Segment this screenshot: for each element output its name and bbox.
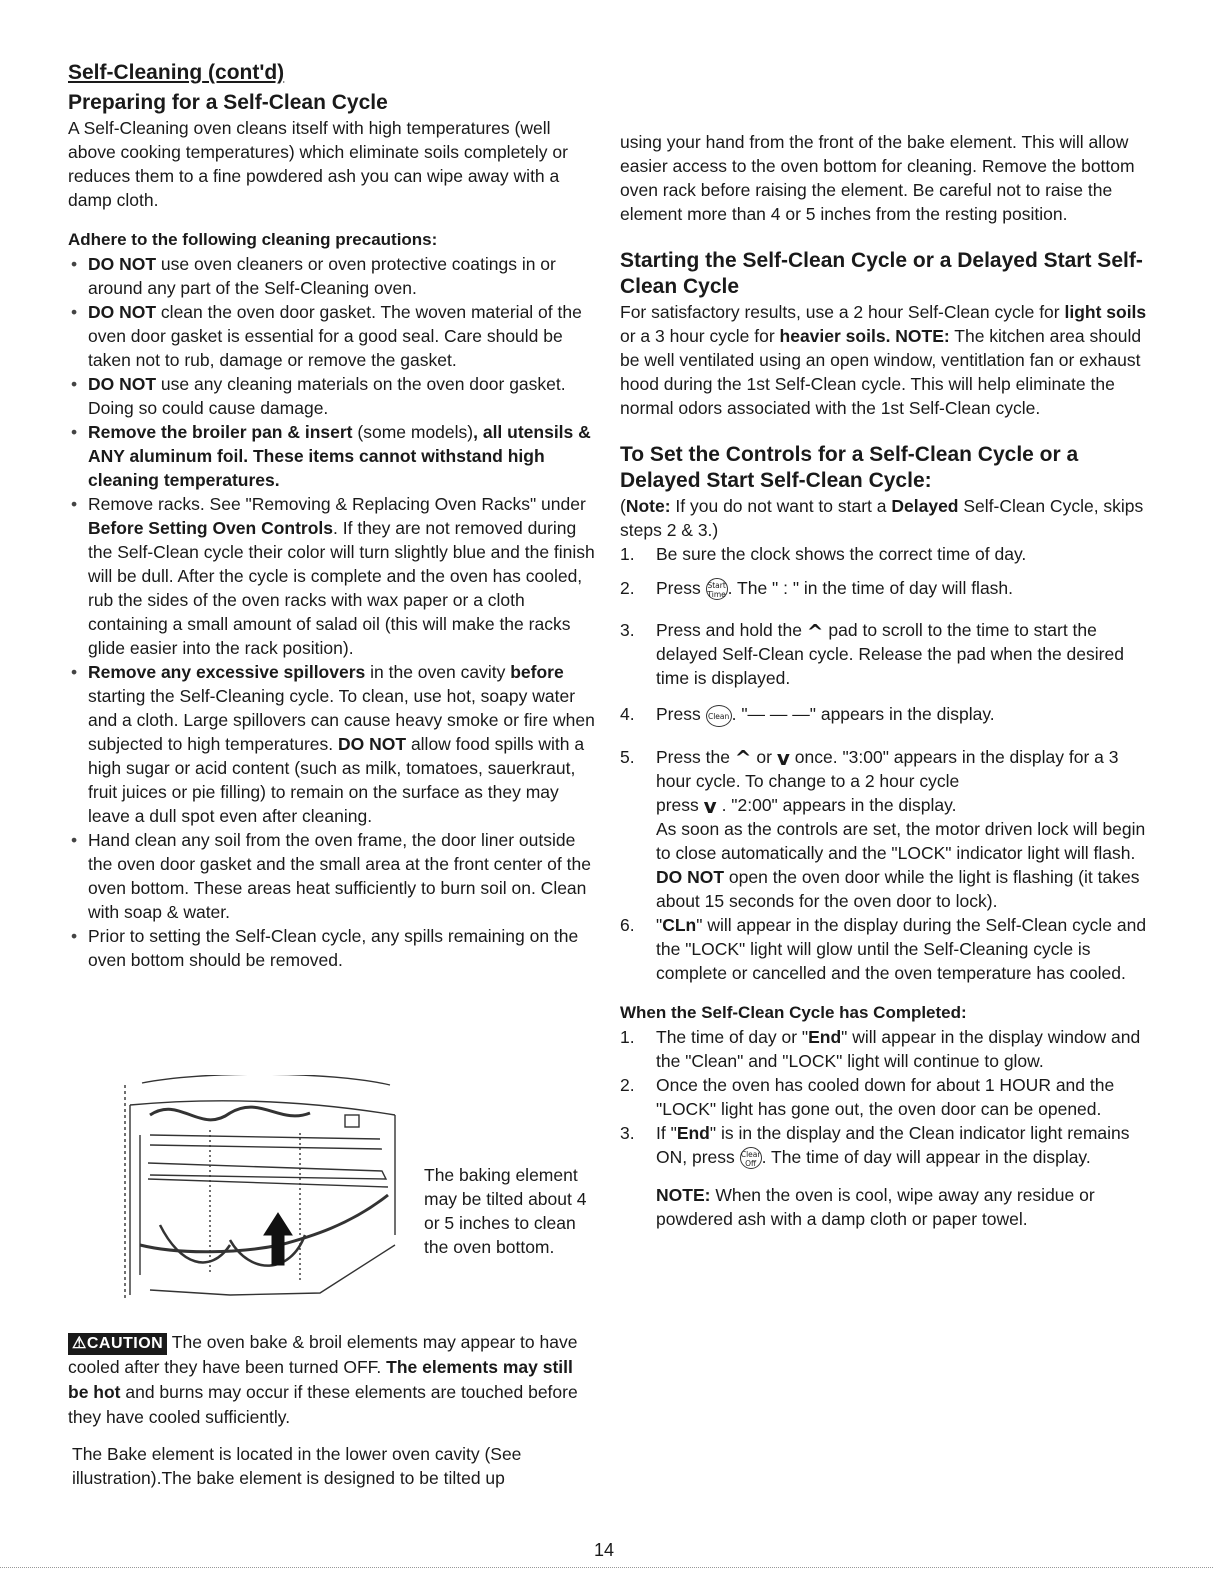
- list-item: • DO NOT clean the oven door gasket. The woven material of the oven door gasket is essential for a good seal. Care should be taken not to rub, damage or remove the gasket.: [68, 300, 596, 372]
- right-column: [620, 130, 1148, 1231]
- down-arrow-icon: v: [776, 746, 790, 771]
- final-note: NOTE: When the oven is cool, wipe away any residue or powdered ash with a damp cloth or paper towel.: [656, 1185, 1095, 1230]
- section-title-tail: (cont'd): [202, 61, 285, 84]
- completed-heading: When the Self-Clean Cycle has Completed:: [620, 1002, 967, 1022]
- list-item: 1. Be sure the clock shows the correct time of day.: [620, 544, 1027, 564]
- illustration-caption: The baking element may be tilted about 4 or 5 inches to clean the oven bottom.: [424, 1165, 587, 1257]
- list-item: • Prior to setting the Self-Clean cycle, any spills remaining on the oven bottom should be removed.: [68, 924, 596, 972]
- oven-bake-element-illustration: [120, 1075, 410, 1300]
- list-item: • Remove racks. See "Removing & Replacing Oven Racks" under Before Setting Oven Controls. If they are not removed during the Self-Clean cycle their color will turn slightly blue and the finish will be dull. After the cycle is complete and the oven has cooled, rub the sides of the oven racks with wax paper or a cloth containing a small amount of salad oil (this will make the racks glide easier into the rack position).: [68, 492, 596, 660]
- heading-preparing: Preparing for a Self-Clean Cycle: [68, 91, 388, 114]
- caution-badge: ⚠CAUTION: [68, 1333, 167, 1355]
- list-item: 1. The time of day or "End" will appear in the display window and the "Clean" and "LOCK" light will continue to glow.: [620, 1026, 1141, 1071]
- note-paragraph: (Note: If you do not want to start a Delayed Self-Clean Cycle, skips steps 2 & 3.): [620, 496, 1144, 540]
- down-arrow-icon: v: [703, 794, 717, 819]
- list-item: • Remove the broiler pan & insert (some models), all utensils & ANY aluminum foil. These items cannot withstand high cleaning temperatures.: [68, 420, 596, 492]
- intro-paragraph: A Self-Cleaning oven cleans itself with high temperatures (well above cooking temperatures) which eliminate soils completely or reduces them to a fine powdered ash you can wipe away with a damp cloth.: [68, 118, 568, 210]
- continued-paragraph: using your hand from the front of the bake element. This will allow easier access to the oven bottom for cleaning. Remove the bottom oven rack before raising the element. Be careful not to raise the element more than 4 or 5 inches from the resting position.: [620, 132, 1135, 224]
- up-arrow-icon: [264, 1213, 292, 1265]
- bottom-rule: [0, 1567, 1213, 1569]
- clear-off-button-icon: Clear Off: [740, 1147, 762, 1169]
- heading-set-controls: To Set the Controls for a Self-Clean Cycle or a Delayed Start Self-Clean Cycle:: [620, 443, 1079, 492]
- up-arrow-icon: ^: [734, 746, 752, 771]
- list-item: 6. "CLn" will appear in the display during the Self-Clean cycle and the "LOCK" light will glow until the Self-Cleaning cycle is complete or cancelled and the oven temperature has cooled.: [620, 914, 1147, 983]
- list-item: 3. If "End" is in the display and the Clean indicator light remains ON, press Clear Off . The time of day will appear in the display.: [620, 1122, 1130, 1169]
- up-arrow-icon: ^: [806, 619, 824, 644]
- list-item: 5. Press the ^ or v once. "3:00" appears in the display for a 3 hour cycle. To change to a 2 hour cycle press v . "2:00" appears in the display. As soon as the controls are set, the motor driven lock will begin to close automatically and the "LOCK" indicator light will flash. DO NOT open the oven door while the light is flashing (it takes about 15 seconds for the oven door to lock).: [620, 746, 1146, 911]
- list-item: • Hand clean any soil from the oven frame, the door liner outside the oven door gasket and the small area at the front center of the oven bottom. These areas heat sufficiently to burn soil on. Clean with soap & water.: [68, 828, 596, 924]
- clean-button-icon: Clean: [706, 705, 732, 727]
- page-number: 14: [594, 1540, 615, 1560]
- list-item: 4. Press Clean . "— — —" appears in the display.: [620, 702, 1148, 726]
- starting-paragraph: For satisfactory results, use a 2 hour Self-Clean cycle for light soils or a 3 hour cycle for heavier soils. NOTE: The kitchen area should be well ventilated using an open window, ventitlation fan or exhaust hood during the 1st Self-Clean cycle. This will help eliminate the normal odors associated with the 1st Self-Clean cycle.: [620, 302, 1147, 418]
- list-item: 2. Once the oven has cooled down for about 1 HOUR and the "LOCK" light has gone out, the oven door can be opened.: [620, 1074, 1115, 1119]
- precautions-heading: Adhere to the following cleaning precautions:: [68, 230, 438, 249]
- precautions-list: [68, 252, 596, 972]
- list-item: 2. Press Start Time . The " : " in the time of day will flash.: [620, 578, 1014, 600]
- start-time-button-icon: Start Time: [706, 578, 728, 600]
- list-item: • DO NOT use oven cleaners or oven protective coatings in or around any part of the Self-Cleaning oven.: [68, 252, 596, 300]
- left-column: [68, 60, 596, 972]
- warning-triangle-icon: ⚠: [72, 1335, 87, 1352]
- list-item: • Remove any excessive spillovers in the oven cavity before starting the Self-Cleaning cycle. To clean, use hot, soapy water and a cloth. Large spillovers can cause heavy smoke or fire when subjected to high temperatures. DO NOT allow food spills with a high sugar or acid content (such as milk, tomatoes, sauerkraut, fruit juices or pie filling) to remain on the surface as they may leave a dull spot even after cleaning.: [68, 660, 596, 828]
- list-item: • DO NOT use any cleaning materials on the oven door gasket. Doing so could cause damage.: [68, 372, 596, 420]
- section-title: Self-Cleaning (cont'd): [68, 61, 285, 84]
- completed-list: [620, 1025, 1148, 1169]
- list-item: 3. Press and hold the ^ pad to scroll to the time to start the delayed Self-Clean cycle. Release the pad when the desired time is displayed.: [620, 619, 1124, 689]
- bake-element-paragraph: The Bake element is located in the lower oven cavity (See illustration).The bake element is designed to be tilted up: [72, 1444, 522, 1488]
- steps-list: [620, 542, 1148, 985]
- caution-block: ⚠CAUTION The oven bake & broil elements may appear to have cooled after they have been turned OFF. The elements may still be hot and burns may occur if these elements are touched before they have cooled sufficiently.: [68, 1332, 578, 1427]
- heading-starting: Starting the Self-Clean Cycle or a Delayed Start Self-Clean Cycle: [620, 249, 1143, 298]
